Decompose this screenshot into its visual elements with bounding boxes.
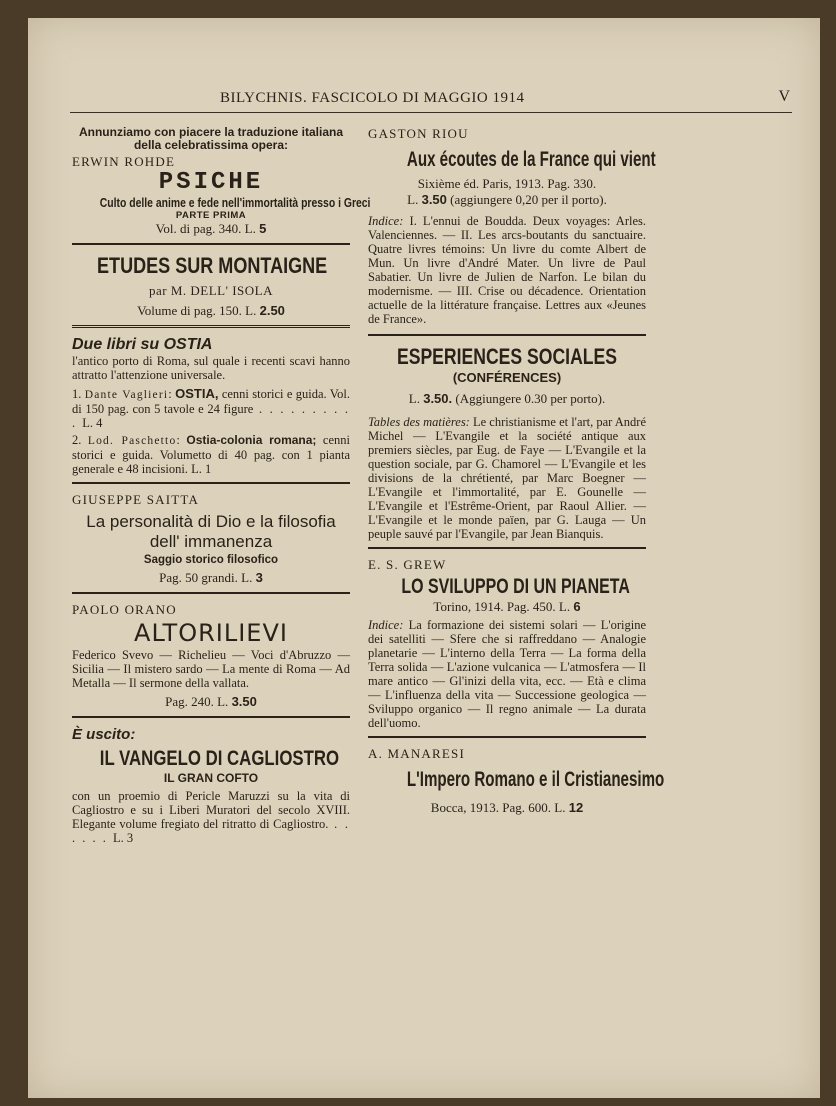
running-title: BILYCHNIS. FASCICOLO DI MAGGIO 1914	[220, 90, 525, 106]
ostia-heading: Due libri su OSTIA	[72, 336, 213, 353]
riou-index	[368, 214, 646, 326]
psiche-intro: Annunziamo con piacere la traduzione italiana della celebratissima opera:	[78, 125, 344, 152]
ostia-item-1: 1. Dante Vaglieri: OSTIA, cenni storici e guida. Vol. di 150 pag. con 5 tavole e 24 figure . . . . . . . . . . L. 4	[72, 386, 351, 430]
sociales-subtitle: (CONFÉRENCES)	[452, 370, 562, 385]
divider	[72, 716, 350, 718]
ostia-item-2-price: L. 1	[191, 462, 212, 476]
montaigne-price-text: Volume di pag. 150. L.	[137, 303, 257, 318]
ostia-item-1-title: OSTIA,	[175, 386, 219, 401]
saitta-author: GIUSEPPE SAITTA	[72, 492, 200, 507]
left-column	[72, 125, 371, 845]
riou-title: Aux écoutes de la France qui vient	[406, 148, 656, 171]
ostia-item-2-author: Lod. Paschetto	[87, 435, 177, 447]
ad-ostia	[72, 336, 350, 476]
cagliostro-desc: con un proemio di Pericle Maruzzi su la vita di Cagliostro e su i Liberi Muratori del secolo XVIII. Elegante volume fregiato del ritratto di Cagliostro. . . . . . . L. 3	[72, 789, 350, 845]
divider	[72, 325, 350, 328]
ostia-item-1-author: Dante Vaglieri	[84, 389, 169, 401]
saitta-price-value: 3	[255, 570, 263, 585]
ad-cagliostro	[72, 726, 350, 845]
ad-orano	[72, 602, 350, 710]
saitta-title: La personalità di Dio e la filosofia dell' immanenza	[86, 512, 336, 551]
riou-price-post: (aggiungere 0,20 per il porto).	[450, 192, 607, 207]
psiche-author: ERWIN ROHDE	[72, 154, 176, 169]
ostia-item-2: 2. Lod. Paschetto: Ostia-colonia romana; cenni storici e guida. Volumetto di 40 pag. con 1 pianta generale e 48 incisioni. L. 1	[72, 433, 350, 476]
riou-price	[368, 192, 646, 208]
orano-price	[72, 694, 350, 710]
ostia-item-2-num: 2.	[72, 433, 82, 447]
ad-manaresi	[368, 746, 665, 816]
orano-title: ALTORILIEVI	[134, 619, 288, 647]
sociales-title: ESPERIENCES SOCIALES	[396, 344, 618, 369]
orano-desc: Federico Svevo — Richelieu — Voci d'Abruzzo — Sicilia — Il mistero sardo — La mente di Roma — Ad Metalla — Il sermone della vallata.	[72, 648, 350, 690]
grew-price-value: 6	[573, 599, 581, 614]
sociales-price-pre: L.	[408, 391, 420, 406]
page-folio: V	[778, 88, 790, 105]
manaresi-author: A. MANARESI	[368, 746, 465, 761]
montaigne-by: par M. DELL' ISOLA	[149, 283, 273, 298]
montaigne-title: ETUDES SUR MONTAIGNE	[97, 253, 328, 278]
ostia-item-1-price: L. 4	[82, 416, 103, 430]
orano-author: PAOLO ORANO	[72, 602, 177, 617]
cagliostro-subtitle: IL GRAN COFTO	[163, 771, 259, 785]
divider	[72, 592, 350, 594]
ostia-item-1-desc: cenni storici e guida. Vol. di 150 pag. con 5 tavole e 24 figure	[72, 387, 351, 416]
sociales-price	[368, 391, 646, 407]
psiche-price-value: 5	[259, 221, 267, 236]
running-header	[70, 88, 792, 113]
ostia-item-2-desc: cenni storici e guida. Volumetto di 40 pag. con 1 pianta generale e 48 incisioni.	[72, 433, 350, 476]
grew-index-text: La formazione dei sistemi solari — L'origine dei satelliti — Sfere che si raffreddano — Analogie planetarie — L'interno della Terra — La forma della Terra solida — L'azione vulcanica — L'atmosfera — Il mare antico — Gl'inizi della vita, ecc. — Età e clima — L'influenza della vita — Successione geologica — Sviluppo organico — Il regno animale — La durata dell'uomo.	[368, 618, 647, 730]
saitta-price-text: Pag. 50 grandi. L.	[159, 570, 253, 585]
psiche-title: PSICHE	[158, 169, 264, 196]
manaresi-title: L'Impero Romano e il Cristianesimo	[406, 768, 665, 791]
grew-title: LO SVILUPPO DI UN PIANETA	[401, 575, 630, 598]
orano-price-text: Pag. 240. L.	[165, 694, 229, 709]
manaresi-price-text: Bocca, 1913. Pag. 600. L.	[430, 800, 566, 815]
cagliostro-desc-text: con un proemio di Pericle Maruzzi su la vita di Cagliostro e su i Liberi Muratori del secolo XVIII. Elegante volume fregiato del ritratto di Cagliostro.	[72, 789, 350, 831]
cagliostro-kicker: È uscito:	[72, 726, 136, 743]
riou-edition: Sixième éd. Paris, 1913. Pag. 330.	[417, 176, 597, 191]
riou-index-label: Indice:	[368, 214, 404, 228]
cagliostro-title: IL VANGELO DI CAGLIOSTRO	[99, 747, 340, 770]
column-gutter	[358, 140, 359, 840]
grew-index	[368, 618, 646, 730]
ad-grew	[368, 557, 646, 730]
ad-riou	[368, 126, 656, 326]
ostia-item-2-title: Ostia-colonia romana;	[186, 433, 317, 447]
ad-saitta	[72, 492, 350, 586]
ad-montaigne	[72, 253, 350, 319]
manaresi-price-value: 12	[568, 800, 584, 815]
montaigne-price-value: 2.50	[259, 303, 285, 318]
grew-price-text: Torino, 1914. Pag. 450. L.	[433, 599, 571, 614]
ostia-desc: l'antico porto di Roma, sul quale i recenti scavi hanno attratto l'attenzione universale.	[72, 354, 350, 382]
psiche-subtitle: Culto delle anime e fede nell'immortalità presso i Greci	[99, 195, 371, 210]
riou-price-pre: L.	[407, 192, 419, 207]
cagliostro-price: L. 3	[113, 831, 134, 845]
sociales-toc-label: Tables des matières:	[368, 415, 470, 429]
psiche-price	[72, 221, 350, 237]
manaresi-price	[368, 800, 646, 816]
divider	[368, 334, 646, 336]
sociales-price-value: 3.50.	[423, 391, 453, 406]
divider	[72, 482, 350, 484]
psiche-price-text: Vol. di pag. 340. L.	[155, 221, 256, 236]
psiche-part: PARTE PRIMA	[175, 210, 247, 221]
sociales-price-post: (Aggiungere 0.30 per porto).	[455, 391, 606, 406]
montaigne-price	[72, 303, 350, 319]
divider	[368, 736, 646, 738]
saitta-price	[72, 570, 350, 586]
ad-psiche	[72, 125, 371, 237]
orano-price-value: 3.50	[231, 694, 257, 709]
divider	[72, 243, 350, 245]
divider	[368, 547, 646, 549]
riou-price-value: 3.50	[421, 192, 447, 207]
grew-author: E. S. GREW	[368, 557, 447, 572]
riou-index-text: I. L'ennui de Boudda. Deux voyages: Arles. Valenciennes. — II. Les arcs-boutants du sanctuaire. Quatre livres témoins: Un livre du comte Albert de Mun. Un livre d'André Mater. Un livre de Paul Sabatier. Un livre de Julien de Narfon. Le bilan du modernisme. — III. Crise ou décadence. Orientation actuelle de la littérature française. Lettres aux «Jeunes de France».	[368, 214, 647, 326]
saitta-subtitle: Saggio storico filosofico	[143, 554, 279, 566]
right-column	[368, 126, 665, 816]
grew-price	[368, 599, 646, 615]
ad-sociales	[368, 344, 646, 541]
sociales-toc	[368, 415, 646, 541]
riou-author: GASTON RIOU	[368, 126, 469, 141]
grew-index-label: Indice:	[368, 618, 404, 632]
sociales-toc-text: Le christianisme et l'art, par André Michel — L'Evangile et la société antique aux premiers siècles, par Eug. de Faye — L'Evangile et la question sociale, par G. Chamorel — L'Evangile et les divisions de la chrétienté, par Marc Boegner — L'Evangile et l'immortalité, par E. Gounelle — L'Evangile et l'Estrême-Orient, par Raoul Allier. — L'Evangile et le monde païen, par G. Lauga — Un peuple sauvé par l'Evangile, par Jean Bianquis.	[368, 415, 647, 541]
ostia-item-1-num: 1.	[72, 387, 82, 401]
